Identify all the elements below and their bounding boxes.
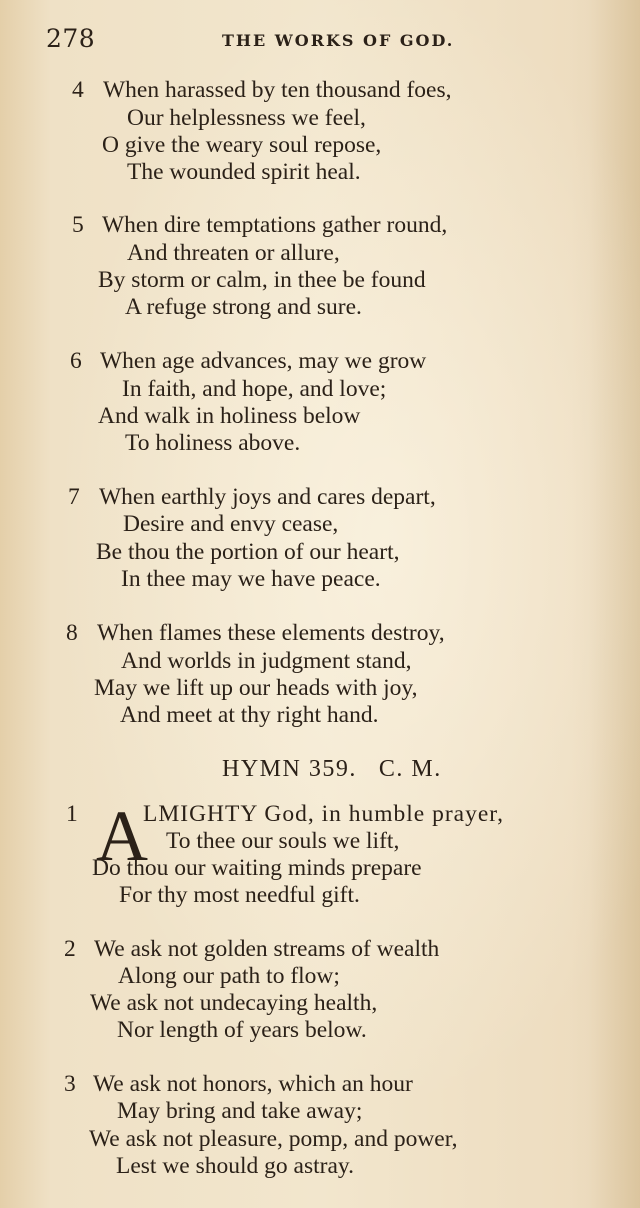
- verse-line: To thee our souls we lift,: [166, 828, 400, 854]
- stanza-number: 2: [64, 936, 76, 962]
- hymn-heading: [222, 754, 442, 784]
- show-through-shadow: [570, 0, 640, 1208]
- verse-line: When harassed by ten thousand foes,: [103, 77, 452, 103]
- verse-line: In thee may we have peace.: [121, 566, 381, 592]
- stanza-number: 1: [66, 801, 78, 827]
- verse-line: May we lift up our heads with joy,: [94, 675, 418, 701]
- verse-line: We ask not undecaying health,: [90, 990, 378, 1016]
- stanza-number: 3: [64, 1071, 76, 1097]
- verse-line: And threaten or allure,: [127, 240, 340, 266]
- verse-line: Be thou the portion of our heart,: [96, 539, 400, 565]
- verse-line: We ask not honors, which an hour: [93, 1071, 413, 1097]
- verse-line: Along our path to flow;: [118, 963, 340, 989]
- drop-cap: A: [96, 796, 148, 876]
- page-number: 278: [46, 24, 96, 53]
- hymn-title: HYMN 359.: [222, 756, 357, 782]
- verse-line: Our helplessness we feel,: [127, 105, 366, 131]
- hymn-meter: C. M.: [378, 756, 442, 782]
- verse-line: We ask not golden streams of wealth: [94, 936, 440, 962]
- verse-line: We ask not pleasure, pomp, and power,: [89, 1126, 458, 1152]
- verse-line: LMIGHTY God, in humble prayer,: [143, 801, 505, 827]
- stanza-number: 7: [68, 484, 80, 510]
- verse-line: A refuge strong and sure.: [125, 294, 362, 320]
- stanza-number: 8: [66, 620, 78, 646]
- verse-line: To holiness above.: [125, 430, 301, 456]
- verse-line: And meet at thy right hand.: [120, 702, 379, 728]
- stanza-number: 4: [72, 77, 84, 103]
- verse-line: And walk in holiness below: [98, 403, 361, 429]
- verse-line: When earthly joys and cares depart,: [99, 484, 436, 510]
- verse-line: Nor length of years below.: [117, 1017, 367, 1043]
- verse-line: And worlds in judgment stand,: [121, 648, 412, 674]
- running-title: THE WORKS OF GOD.: [222, 31, 455, 50]
- verse-line: Lest we should go astray.: [116, 1153, 354, 1179]
- verse-line: When age advances, may we grow: [100, 348, 427, 374]
- verse-line: O give the weary soul repose,: [102, 132, 382, 158]
- verse-line: By storm or calm, in thee be found: [98, 267, 426, 293]
- stanza-number: 6: [70, 348, 82, 374]
- verse-line: In faith, and hope, and love;: [122, 376, 387, 402]
- verse-line: May bring and take away;: [117, 1098, 363, 1124]
- verse-line: When flames these elements destroy,: [97, 620, 445, 646]
- page-header: [46, 24, 594, 58]
- verse-line: Desire and envy cease,: [123, 511, 339, 537]
- verse-line: Do thou our waiting minds prepare: [92, 855, 422, 881]
- verse-line: The wounded spirit heal.: [127, 159, 361, 185]
- verse-line: When dire temptations gather round,: [102, 212, 448, 238]
- verse-line: For thy most needful gift.: [119, 882, 360, 908]
- stanza-number: 5: [72, 212, 84, 238]
